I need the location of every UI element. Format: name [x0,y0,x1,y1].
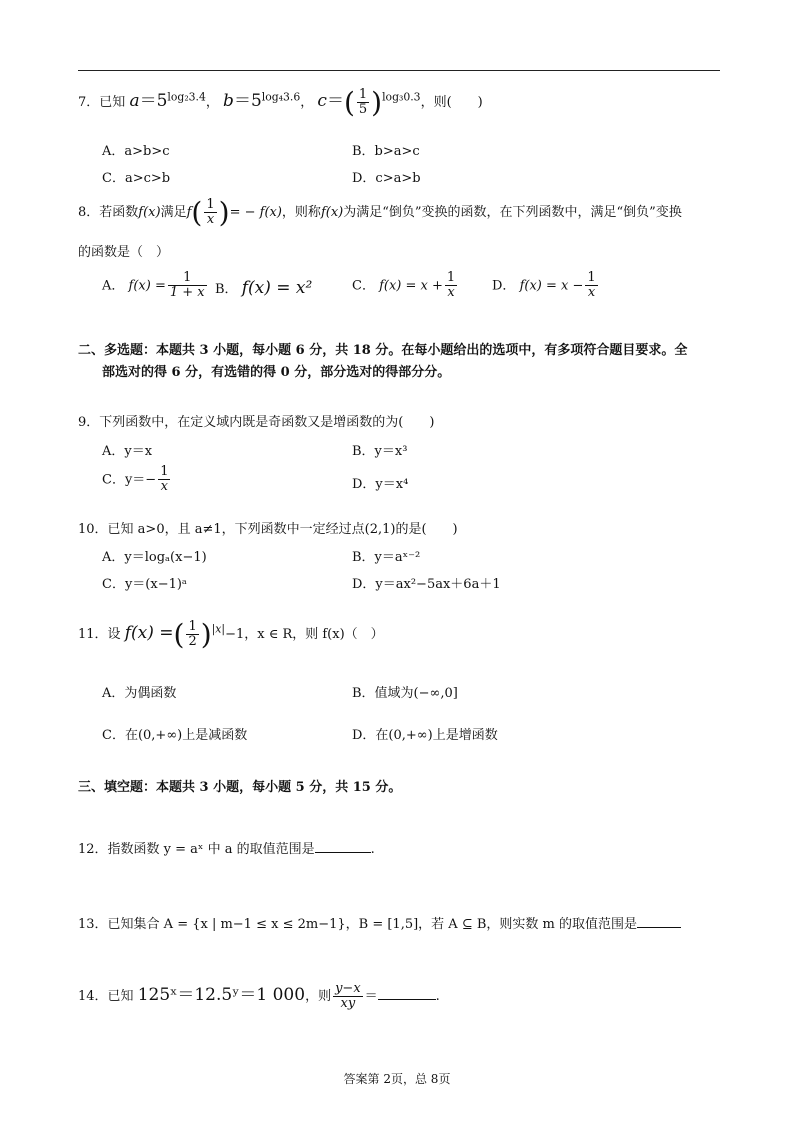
q7-fraction [357,88,369,118]
q14-mid: ，则 [305,989,332,1004]
q8-c-label: C． [352,278,375,294]
q11-fraction [186,620,198,650]
q8-d-f: f(x) = x − [519,278,584,294]
q8-f: f [186,205,192,220]
q8-a-den: 1 + x [169,285,205,301]
q8-text-b: 满足 [160,205,187,220]
q7-frac-num: 1 [358,86,368,102]
q7-right-paren: ) [371,86,383,119]
q8-fraction [204,198,216,228]
question-10: 10．已知 a>0，且 a≠1，下列函数中一定经过点(2,1)的是( ) [78,522,458,537]
q7-c-exponent: log₃0.3 [382,90,421,104]
q7-c: c [317,91,327,111]
question-11 [78,618,384,651]
q9-c-text: C．y＝− [102,472,157,488]
q7-frac-den: 5 [358,102,368,117]
q7-option-b: B．b>a>c [352,144,420,159]
q7-sep-1: ， [205,95,219,110]
question-13 [78,913,681,932]
section-2-subheading: 部选对的得 6 分，有选错的得 0 分，部分选对的得部分分。 [102,365,451,380]
q8-text-e: 为满足“倒负”变换的函数，在下列函数中，满足“倒负”变换 [343,205,682,220]
q7-number: 7． [78,95,100,110]
q9-c-num: 1 [160,464,169,479]
q11-fx: f(x) = [124,623,174,643]
q11-number: 11． [78,627,108,642]
q8-b-f: f(x) = x² [241,278,313,298]
q9-option-a: A．y＝x [102,444,153,459]
q9-c-den: x [160,479,168,495]
question-12 [78,838,375,857]
q7-b-exponent: log₄3.6 [261,90,301,104]
q11-option-c: C．在(0,+∞)上是减函数 [102,728,248,743]
q7-b: b [223,91,234,111]
q11-lead: 设 [107,627,121,642]
q8-a-f: f(x) = [128,278,166,294]
q8-right-paren: ) [218,196,230,229]
page-footer: 答案第 2页，总 8页 [343,1072,451,1086]
q8-d-label: D． [492,278,516,294]
q7-sep-2: ， [300,95,314,110]
q8-fx-1: f(x) [138,205,161,220]
q11-option-b: B．值域为(−∞,0] [352,686,458,701]
q11-right-paren: ) [200,618,212,651]
q7-lead: 已知 [99,95,126,110]
question-14 [78,980,440,1011]
q14-expression: 125ˣ＝12.5ʸ＝1 000 [137,985,306,1005]
q14-end: . [435,989,440,1004]
section-2-heading: 二、多选题：本题共 3 小题，每小题 6 分，共 18 分。在每小题给出的选项中，有多项符合题目要求。全 [78,343,688,358]
q8-left-paren: ( [191,196,203,229]
q7-option-c: C．a>c>b [102,171,171,186]
q10-option-a: A．y＝logₐ(x−1) [102,550,207,565]
q7-option-a: A．a>b>c [102,144,170,159]
q11-exponent: |x| [211,622,226,636]
q12-text: 12．指数函数 y = aˣ 中 a 的取值范围是 [78,842,315,857]
q9-c-fraction [158,465,170,495]
q7-tail: ，则( ) [420,95,483,110]
q7-eq-a: ＝ [139,91,157,111]
q14-frac-num: y−x [335,980,361,996]
q9-option-d: D．y＝x⁴ [352,477,409,492]
q8-eq: = − f(x) [229,205,282,220]
q8-number: 8． [78,205,100,220]
q8-text-a: 若函数 [99,205,139,220]
q7-eq-b: ＝ [233,91,251,111]
top-rule [78,70,720,71]
q14-pre: 14．已知 [78,989,134,1004]
q14-answer-blank[interactable] [378,999,436,1000]
q8-c-fraction [445,271,457,301]
q8-option-c [352,271,459,301]
q8-fx-2: f(x) [320,205,344,220]
q8-d-num: 1 [587,270,596,285]
q8-option-b [215,278,312,298]
q11-option-a: A．为偶函数 [102,686,177,701]
q7-left-paren: ( [343,86,355,119]
q7-a-exponent: log₂3.4 [167,90,206,104]
question-7 [78,86,483,119]
q8-frac-den: x [206,212,215,227]
q10-option-b: B．y＝aˣ⁻² [352,550,421,565]
q8-option-d [492,271,600,301]
q9-option-b: B．y＝x³ [352,444,408,459]
q7-base-a: 5 [156,91,168,111]
q8-a-num: 1 [168,271,207,286]
q11-frac-den: 2 [188,634,197,649]
q11-left-paren: ( [173,618,185,651]
question-9: 9．下列函数中，在定义域内既是奇函数又是增函数的为( ) [78,415,435,430]
q9-option-c [102,465,172,495]
q13-text: 13．已知集合 A = {x | m−1 ≤ x ≤ 2m−1}，B = [1,5]，若 A ⊆ B，则实数 m 的取值范围是 [78,917,637,932]
q7-eq-c: ＝ [326,91,344,111]
q10-option-d: D．y＝ax²−5ax＋6a＋1 [352,577,501,592]
q11-option-d: D．在(0,+∞)上是增函数 [352,728,498,743]
q7-a: a [129,91,140,111]
q12-end: . [370,842,375,857]
q8-c-num: 1 [446,270,456,285]
q8-text-d: ，则称 [281,205,321,220]
q12-answer-blank[interactable] [315,852,371,853]
q13-answer-blank[interactable] [637,927,681,928]
q10-option-c: C．y＝(x−1)ᵃ [102,577,187,592]
q14-fraction [333,982,363,1012]
question-8 [78,196,682,229]
section-3-heading: 三、填空题：本题共 3 小题，每小题 5 分，共 15 分。 [78,780,402,795]
q14-frac-den: xy [340,996,356,1011]
q8-b-label: B． [215,282,238,297]
q7-option-d: D．c>a>b [352,171,421,186]
q14-eq: ＝ [364,989,378,1004]
q8-line-2: 的函数是（ ） [78,245,170,260]
q8-frac-num: 1 [206,196,215,212]
q11-tail: −1，x ∈ R，则 f(x)（ ） [225,627,384,642]
q8-d-den: x [587,285,596,301]
q8-d-fraction [585,271,597,301]
q8-a-fraction [168,271,207,301]
q8-option-a [102,271,209,301]
q7-base-b: 5 [250,91,262,111]
q8-a-label: A． [102,278,125,294]
q11-frac-num: 1 [188,618,197,634]
q8-c-den: x [447,285,455,301]
q8-c-f: f(x) = x + [379,278,443,294]
